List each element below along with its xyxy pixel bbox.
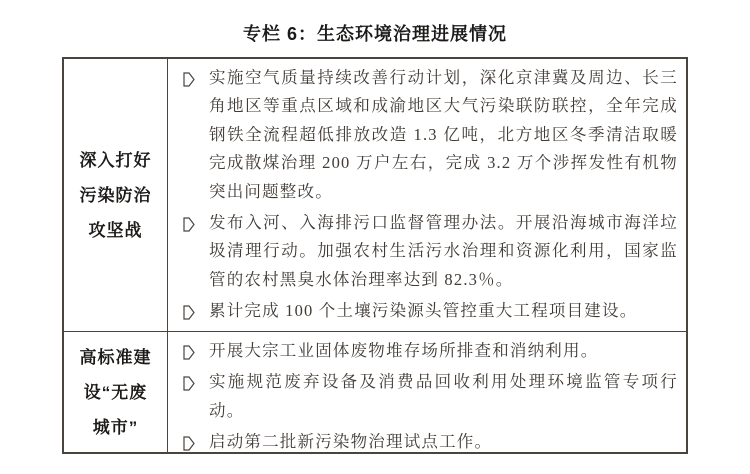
list-item [183, 337, 678, 365]
list-item-text: 发布入河、入海排污口监督管理办法。开展沿海城市海洋垃圾清理行动。加强农村生活污水治理和资源化利用，国家监管的农村黑臭水体治理率达到 82.3％。 [209, 213, 678, 289]
row-body-pollution-control [168, 59, 686, 331]
pentagon-arrow-icon [183, 428, 209, 456]
list-item [183, 209, 678, 294]
row-header-line: 高标准建 [79, 347, 152, 367]
row-header-line: 城市” [92, 417, 139, 437]
row-header-line: 攻坚战 [88, 220, 143, 240]
list-item [183, 428, 678, 456]
pentagon-arrow-icon [183, 337, 209, 365]
list-item-text: 实施规范废弃设备及消费品回收利用处理环境监管专项行动。 [209, 372, 678, 420]
row-header-line: 深入打好 [79, 150, 152, 170]
panel-title: 专栏 6：生态环境治理进展情况 [242, 24, 507, 44]
list-item-text: 累计完成 100 个土壤污染源头管控重大工程项目建设。 [209, 301, 638, 321]
pentagon-arrow-icon [183, 64, 209, 92]
row-header-line: 污染防治 [79, 185, 152, 205]
row-header-line: 设“无废 [83, 382, 148, 402]
pentagon-arrow-icon [183, 209, 209, 237]
row-header-zero-waste-city [64, 332, 168, 452]
list-item-text: 开展大宗工业固体废物堆存场所排查和消纳利用。 [209, 341, 599, 360]
list-item [183, 64, 678, 206]
list-item [183, 368, 678, 425]
list-item-text: 启动第二批新污染物治理试点工作。 [209, 432, 493, 452]
row-body-zero-waste-city [168, 332, 686, 452]
progress-table [62, 57, 688, 454]
table-row-pollution-control [64, 59, 686, 332]
table-row-zero-waste-city [64, 332, 686, 452]
list-item-text: 实施空气质量持续改善行动计划，深化京津冀及周边、长三角地区等重点区域和成渝地区大气污染联防联控，全年完成钢铁全流程超低排放改造 1.3 亿吨，北方地区冬季清洁取暖完成散煤治理 200 万户左右，完成 3.2 万个涉挥发性有机物突出问题整改。 [209, 68, 678, 201]
row-header-pollution-control [64, 59, 168, 331]
pentagon-arrow-icon [183, 297, 209, 325]
list-item [183, 297, 678, 325]
pentagon-arrow-icon [183, 368, 209, 396]
